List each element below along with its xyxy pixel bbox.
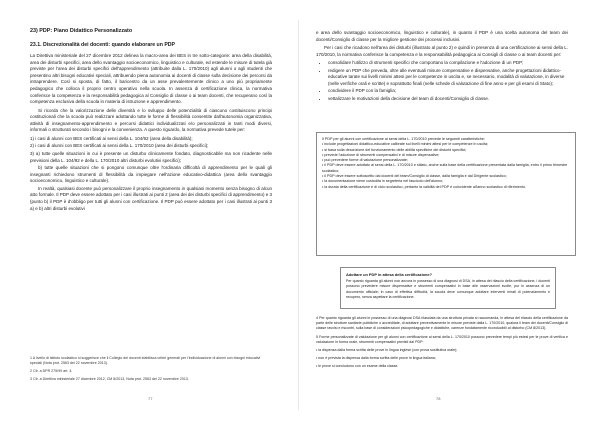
list-item: • redigere un PDP che preveda, oltre alle eventuali misure compensative e dispensative, anche progettazioni didattico-educative tarate sui livelli minimi attesi per le competenze in uscita e, se necessario, modalità di valutazione, in diverse (nelle verifiche orali e scritte) e soprattutto finali (nelle schede di valutazione di fine anno e per gli esami di Stato); [328, 68, 568, 88]
right-column [316, 30, 568, 104]
responsibility-list [316, 60, 568, 103]
paragraph: Si ricorda che la valorizzazione delle diversità e lo sviluppo delle potenzialità di ciascuno costituiscono principi costituzionali che la scuola può realizzare adottando tutte le forme di flessibilità consentite dall'autonomia organizzativa, attività di insegnamento-apprendimento e percorsi didattici individualizzati e/o personalizzati in tanti modi diversi, informali o strutturati secondo i bisogni e la convenienza. A questo riguardo, la normativa prevede tutele per: [30, 107, 272, 133]
box-line: • include progettazioni didattico-educative calibrate sui livelli minimi attesi per le competenze in uscita; [322, 142, 489, 147]
subsection-heading: 23.1. Discrezionalità dei docenti: quando elaborare un PDP [30, 42, 175, 48]
list-item: 1) i casi di alunni con BES certificati ai sensi della L. 104/92 (area della disabilità); [30, 135, 193, 141]
footnotes [30, 356, 272, 384]
page-number: 78 [436, 396, 441, 401]
pdp-characteristics-box [316, 132, 576, 256]
page-number: 77 [148, 396, 153, 401]
footnote: • le prove si concludono con un esame della classe. [316, 364, 399, 369]
footnote: • non è prevista la dispensa dalla forma scritta delle prove in lingua italiana; [316, 356, 436, 361]
right-page [300, 0, 590, 424]
box-title: Adottare un PDP in attesa della certificazione? [346, 272, 432, 277]
footnote: 4 Per quanto riguarda gli alunni in possesso di una diagnosi DSA rilasciata da una struttura privata si raccomanda, in attesa del rilascio della certificazione da parte delle strutture sanitarie pubbliche o accreditate, di adottare preventivamente le misure previste dalla L. 170/2010, qualora il team dei docenti/Consiglio di classe ravvisi e riscontri, sulla base di considerazioni psicopedagogiche e didattiche, carenze fondatamente riconducibili al disturbo (CM 8/2013). [316, 316, 568, 331]
paragraph: Per i casi che ricadono nell'area dei disturbi (illustrato al punto 2) e quindi in presenza di una certificazione ai sensi della L. 170/2010, la normativa conferisce la competenza e la responsabilità pedagogica ai Consigli di classe o ai team docenti per: [316, 44, 568, 57]
section-heading: 23) PDP: Piano Didattico Personalizzato [30, 28, 133, 34]
list-item: • condividere il PDP con la famiglia; [328, 88, 568, 95]
footnote: 3 Cfr. a Direttiva ministeriale 27 dicembre 2012, CM 8/2013, Nota prot. 2563 del 22 novembre 2013. [30, 376, 189, 381]
pdp-pending-certification-box [340, 267, 556, 309]
footnote: 5 Forme personalizzate di valutazione per gli alunni con certificazione ai sensi della L. 170/2010 possono prevedere tempi più estesi per le prove di verifica e valutazione in forma orale, strumenti compensativi previsti dal PDP: [316, 334, 568, 344]
box-line: • il PDP deve essere sottoscritto dai docenti del team/Consiglio di classe, dalla famiglia e dal Dirigente scolastico; [322, 174, 507, 179]
list-item: 3) a) tutte quelle situazioni in cui è presente un disturbo clinicamente fondato, diagnosticabile ma non ricadente nelle previsioni della L. 104/92 e della L. 170/2010 altri disturbi evolutivi specifici); [30, 150, 272, 163]
paragraph: In realtà, qualsiasi docente può personalizzare il proprio insegnamento in qualsiasi momento senza bisogno di alcun atto formale. Il PDP deve essere adottato per i casi illustrati ai punti 2 (area dei dei disturbi specifici di apprendimento) e 3 (punto b) il PDP è d'obbligo per tutti gli alunni con certificazione. Il PDP può essere adottato per i casi illustrati ai punti 3 a) e b) altri disturbi evolutivi [30, 185, 272, 211]
box-line: • il PDP deve essere adottato ai sensi della L. 170/2010 e stilato, anche sulla base della certificazione presentata dalla famiglia, entro il primo trimestre scolastico; [322, 163, 568, 173]
box-line: Il PDP per gli alunni con certificazione ai sensi della L. 170/2010 prevede le seguenti caratteristiche: [322, 137, 485, 141]
list-item: 2) i casi di alunni con BES certificati ai sensi della L. 170/2010 (area dei disturbi specifici); [30, 143, 209, 149]
box-line: • la documentazione viene custodita in segreteria nel fascicolo dell'alunno; [322, 179, 444, 184]
box-text: Per quanto riguarda gli alunni non ancora in possesso di una diagnosi di DSA, in attesa del rilascio della certificazione, i docenti possono prevedere misure dispensative e strumenti compensativi in base alle osservazioni svolte, pur in assenza di un documento ufficiale; in caso di effettiva difficoltà, la scuola deve comunque adottare interventi mirati di potenziamento e recupero, senza aspettare la certificazione. [346, 279, 550, 299]
paragraph: e area dello svantaggio socioeconomico, linguistico e culturale), in quanto il PDP è una scelta autonoma del team dei docenti/Consiglio di classe per la migliore gestione dei processi inclusivi. [316, 30, 568, 42]
paragraph: La Direttiva ministeriale del 27 dicembre 2012 delinea la macro-area dei BES in tre sotto-categorie: area della disabilità, area dei disturbi specifici, area dello svantaggio socioeconomico, linguistico e culturale, ed estende le misure di tutela già previste per l'area dei disturbi specifici dell'apprendimento (attribuite dalla L. 170/2010) agli alunni o agli studenti che presentino altri bisogni educativi speciali, attribuendo piena autonomia ai docenti di classe sulla decisione dei percorsi da intraprendere. Così si sposta, di fatto, il baricentro da un asse prevalentemente clinico a uno più propriamente pedagogico che colloca il proprio centro operativo nella scuola. In assenza di certificazione clinica, la normativa conferisce la competenza e la responsabilità pedagogica al Consiglio di classe o ai team docenti, che recuperano così la competenza esclusiva della scuola in materia di istruzione e apprendimento. [30, 53, 272, 105]
left-column [30, 28, 272, 214]
box-line: • può prevedere forme di valutazione personalizzate; [322, 158, 408, 163]
box-line: • prevede l'adozione di strumenti compensativi e di misure dispensative; [322, 152, 440, 157]
list-item: • consolidare l'utilizzo di strumenti specifici che comportano la compilazione e l'adozione di un PDP; [328, 60, 568, 67]
footnote: • la dispensa dalla forma scritta delle prove in lingua inglese (con prova sostitutiva orale); [316, 348, 458, 353]
page-divider [298, 20, 299, 410]
box-line: • si basa sulla descrizione del funzionamento delle abilità specifiche dei disturbi specifici; [322, 147, 467, 152]
footnotes [316, 316, 568, 373]
list-item: b) tutte quelle situazioni che si pongono comunque oltre l'ordinaria difficoltà di apprendimento per le quali gli insegnanti richiedono strumenti di flessibilità da impiegare nell'azione educativo-didattica (area dello svantaggio socioeconomico, linguistico e culturale). [30, 165, 272, 184]
footnote: 2 Cfr. a DPR 275/99 art. 4. [30, 368, 73, 373]
list-item: • vettalizzare le motivazioni della decisione del team di docenti/Consiglio di classe. [328, 96, 568, 103]
box-line: • la durata della certificazione è di ciclo scolastico, pertanto la validità del PDP è coincidente all'anno scolastico di riferimento. [322, 184, 527, 189]
tutele-list [30, 136, 272, 185]
footnote: 1 A livello di istituto scolastico si suggerisce che il Collegio dei docenti stabilisca criteri generali per l'individuazione di alunni con bisogni educativi speciali (Nota prot. 2563 del 22 novembre 2013). [30, 356, 261, 366]
left-page [0, 0, 290, 424]
